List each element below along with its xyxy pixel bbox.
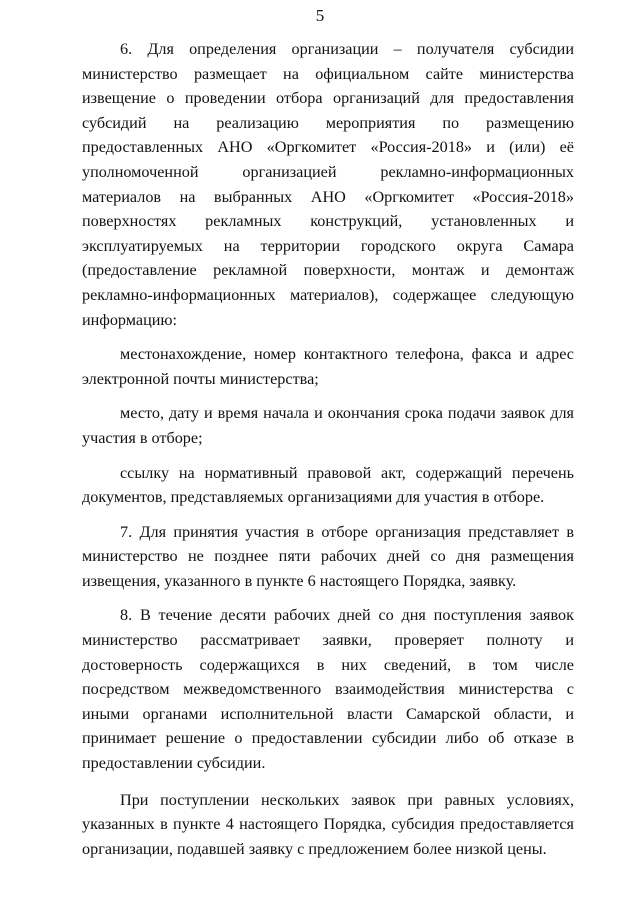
document-body: [82, 37, 574, 861]
paragraph-8: 8. В течение десяти рабочих дней со дня поступления заявок министерство рассматривает заявки, проверяет полноту и достоверность содержащихся в них сведений, в том числе посредством межведомственного взаимодействия министерства с иными органами исполнительной власти Самарской области, и принимает решение о предоставлении субсидии либо об отказе в предоставлении субсидии.: [82, 606, 574, 773]
paragraph-equal-conditions: При поступлении нескольких заявок при равных условиях, указанных в пункте 4 настоящего Порядка, субсидия предоставляется организации, подавшей заявку с предложением более низкой цены.: [82, 790, 574, 858]
page-number: 5: [315, 6, 325, 25]
paragraph-normative-act: ссылку на нормативный правовой акт, содержащий перечень документов, представляемых организациями для участия в отборе.: [82, 463, 574, 507]
paragraph-6: 6. Для определения организации – получателя субсидии министерство размещает на официальном сайте министерства извещение о проведении отбора организаций для предоставления субсидий на реализацию мероприятия по размещению предоставленных АНО «Оргкомитет «Россия-2018» и (или) её уполномоченной организацией рекламно-информационных материалов на выбранных АНО «Оргкомитет «Россия-2018» поверхностях рекламных конструкций, установленных и эксплуатируемых на территории городского округа Самара (предоставление рекламной поверхности, монтаж и демонтаж рекламно-информационных материалов), содержащее следующую информацию:: [82, 40, 574, 329]
paragraph-application-deadline: место, дату и время начала и окончания срока подачи заявок для участия в отборе;: [82, 404, 574, 447]
paragraph-7: 7. Для принятия участия в отборе организация представляет в министерство не позднее пяти рабочих дней со дня размещения извещения, указанного в пункте 6 настоящего Порядка, заявку.: [82, 522, 574, 590]
paragraph-ministry-contacts: местонахождение, номер контактного телефона, факса и адрес электронной почты министерства;: [82, 345, 574, 388]
